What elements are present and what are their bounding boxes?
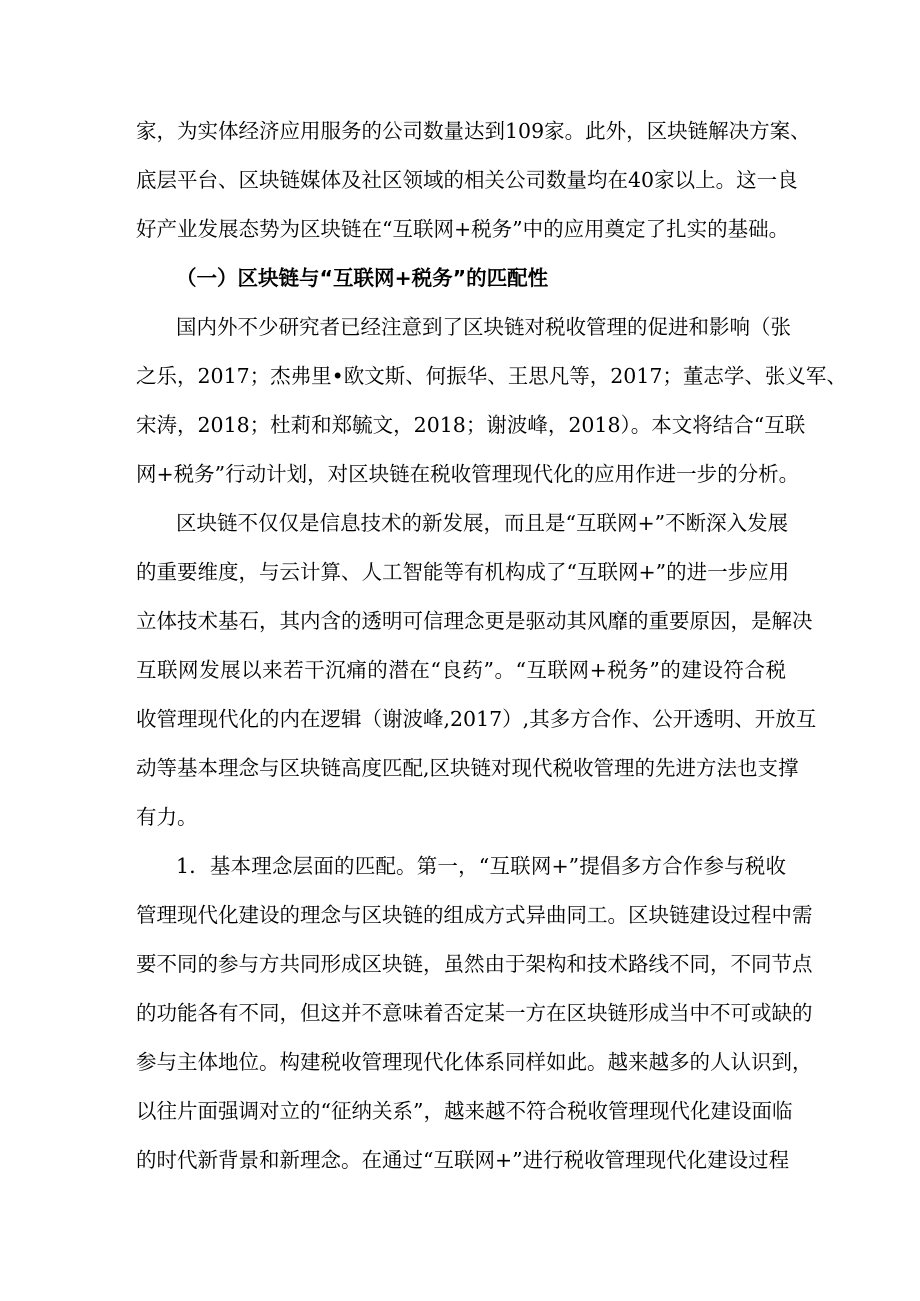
text-line: 国内外不少研究者已经注意到了区块链对税收管理的促进和影响（张 [176,315,791,339]
text-line: 区块链不仅仅是信息技术的新发展，而且是“互联网+”不断深入发展 [176,511,789,535]
text-line: 的重要维度，与云计算、人工智能等有机构成了“互联网+”的进一步应用 [136,560,790,584]
text-line: 好产业发展态势为区块链在“互联网+税务”中的应用奠定了扎实的基础。 [136,217,790,241]
text-line: 动等基本理念与区块链高度匹配,区块链对现代税收管理的先进方法也支撑 [136,756,799,780]
text-line: 互联网发展以来若干沉痛的潜在“良药”。“互联网+税务”的建设符合税 [136,658,786,682]
text-line: 管理现代化建设的理念与区块链的组成方式异曲同工。区块链建设过程中需 [136,903,813,927]
text-line: 立体技术基石，其内含的透明可信理念更是驱动其风靡的重要原因，是解决 [136,609,813,633]
text-line: 底层平台、区块链媒体及社区领域的相关公司数量均在40家以上。这一良 [136,168,798,192]
text-line: 有力。 [136,805,198,829]
text-line: 的功能各有不同，但这并不意味着否定某一方在区块链形成当中不可或缺的 [136,1001,813,1025]
text-line: 家，为实体经济应用服务的公司数量达到109家。此外，区块链解决方案、 [136,119,811,143]
text-line: 1．基本理念层面的匹配。第一，“互联网+”提倡多方合作参与税收 [176,854,786,878]
text-line: 宋涛，2018；杜莉和郑毓文，2018；谢波峰，2018）。本文将结合“互联 [136,413,806,437]
section-heading: （一）区块链与“互联网+税务”的匹配性 [176,266,549,290]
text-line: 以往片面强调对立的“征纳关系”，越来越不符合税收管理现代化建设面临 [136,1099,793,1123]
text-line: 参与主体地位。构建税收管理现代化体系同样如此。越来越多的人认识到， [136,1050,813,1074]
text-line: 网+税务”行动计划，对区块链在税收管理现代化的应用作进一步的分析。 [136,462,800,486]
text-line: 之乐，2017；杰弗里•欧文斯、何振华、王思凡等，2017；董志学、张义军、 [136,364,847,388]
text-line: 要不同的参与方共同形成区块链，虽然由于架构和技术路线不同，不同节点 [136,952,813,976]
text-line: 收管理现代化的内在逻辑（谢波峰,2017）,其多方合作、公开透明、开放互 [136,707,817,731]
text-line: 的时代新背景和新理念。在通过“互联网+”进行税收管理现代化建设过程 [136,1148,790,1172]
